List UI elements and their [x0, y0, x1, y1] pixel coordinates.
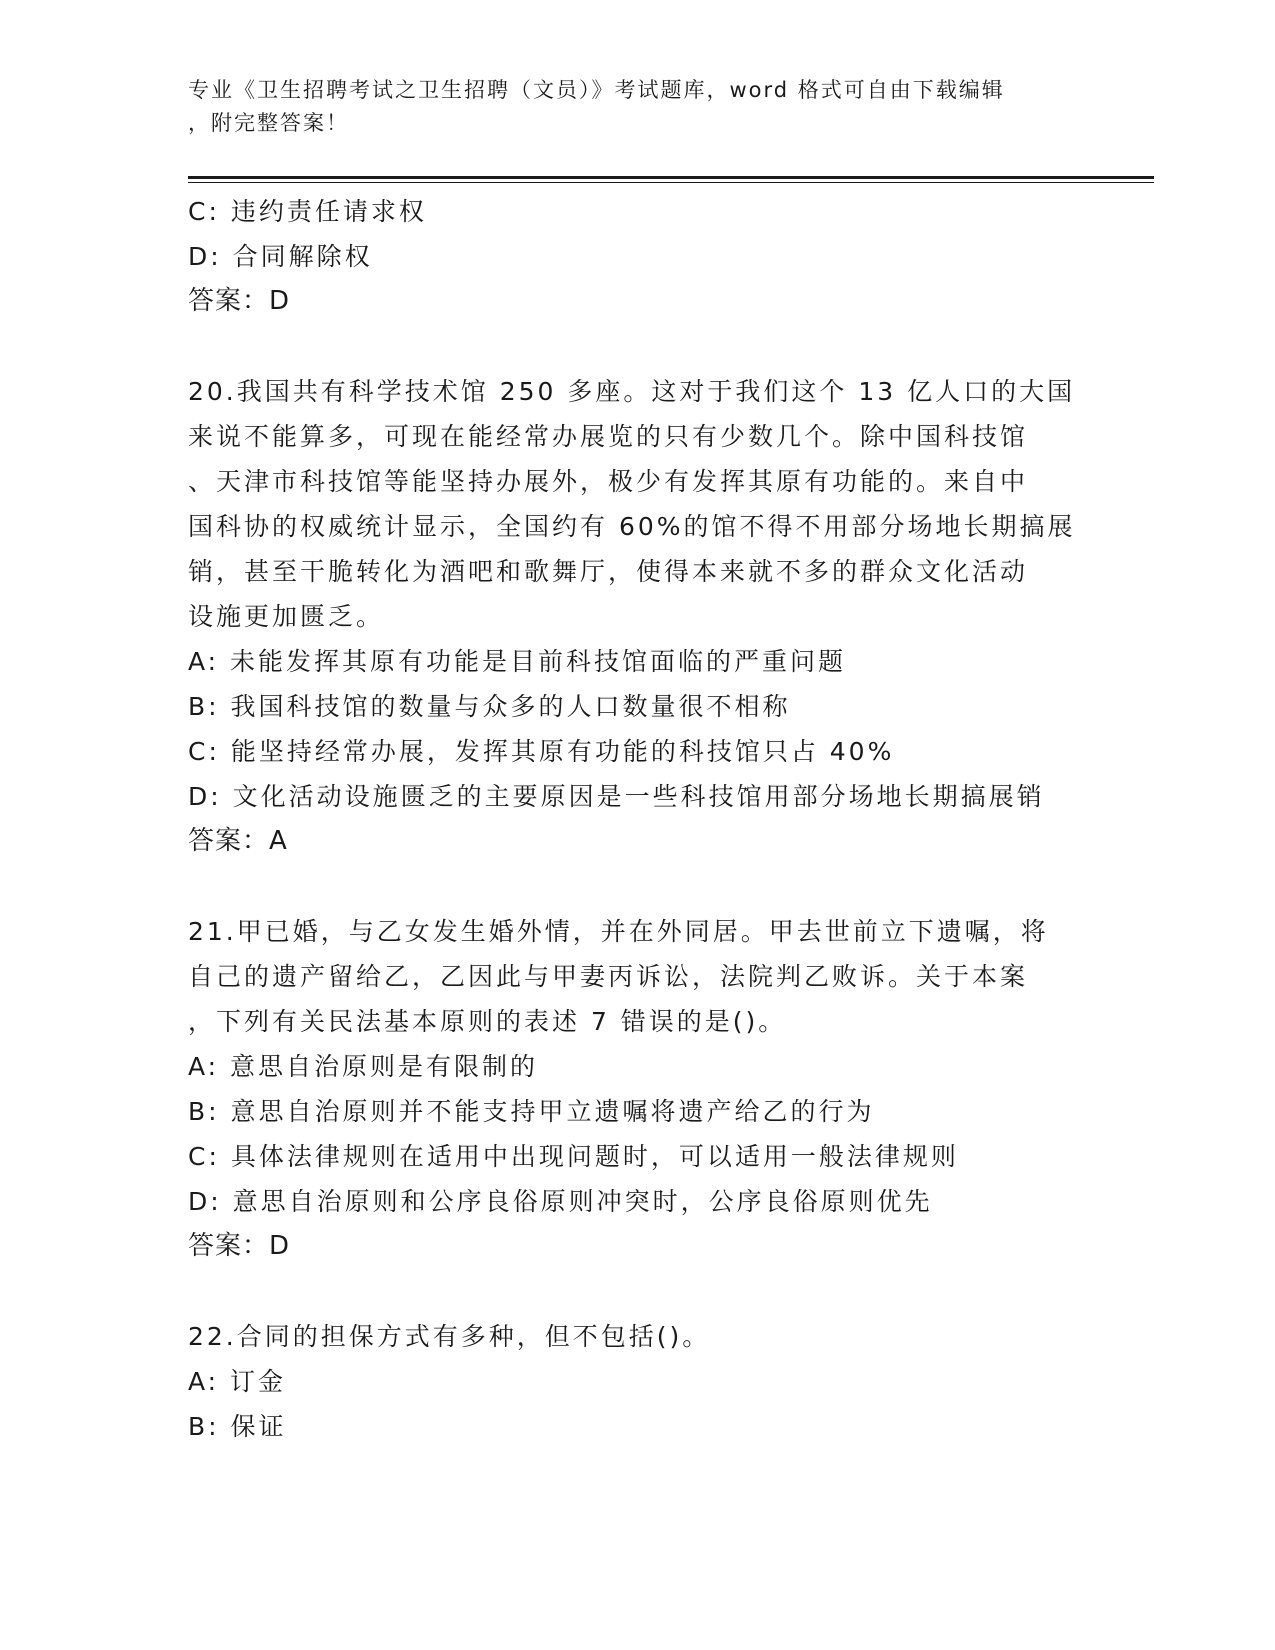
option-d: D: 文化活动设施匮乏的主要原因是一些科技馆用部分场地长期搞展销: [188, 782, 1045, 811]
header-divider-thick: [188, 176, 1154, 179]
question-stem-line: 设施更加匮乏。: [188, 602, 385, 631]
spacer: [188, 1269, 1088, 1314]
answer-label: 答案：D: [188, 1231, 291, 1261]
answer-label: 答案：A: [188, 826, 288, 856]
header-title-line: 专业《卫生招聘考试之卫生招聘（文员）》考试题库，word 格式可自由下载编辑: [188, 78, 1005, 102]
question-content: [188, 189, 1088, 1449]
document-header: [188, 74, 1088, 140]
spacer: [188, 324, 1088, 369]
option-b: B: 我国科技馆的数量与众多的人口数量很不相称: [188, 692, 791, 721]
question-stem-line: 21.甲已婚，与乙女发生婚外情，并在外同居。甲去世前立下遗嘱，将: [188, 917, 1049, 946]
question-stem-line: 22.合同的担保方式有多种，但不包括()。: [188, 1322, 711, 1351]
answer-label: 答案：D: [188, 286, 291, 316]
question-stem-line: ，下列有关民法基本原则的表述 7 错误的是()。: [188, 1007, 787, 1036]
question-stem-line: 来说不能算多，可现在能经常办展览的只有少数几个。除中国科技馆: [188, 422, 1029, 451]
option-c: C: 具体法律规则在适用中出现问题时，可以适用一般法律规则: [188, 1142, 959, 1171]
option-d: D: 合同解除权: [188, 242, 373, 271]
question-stem-line: 、天津市科技馆等能坚持办展外，极少有发挥其原有功能的。来自中: [188, 467, 1029, 496]
option-a: A: 未能发挥其原有功能是目前科技馆面临的严重问题: [188, 647, 847, 676]
option-a: A: 订金: [188, 1367, 287, 1396]
option-b: B: 意思自治原则并不能支持甲立遗嘱将遗产给乙的行为: [188, 1097, 875, 1126]
option-a: A: 意思自治原则是有限制的: [188, 1052, 539, 1081]
header-subtitle-line: ，附完整答案！: [188, 111, 349, 135]
option-d: D: 意思自治原则和公序良俗原则冲突时，公序良俗原则优先: [188, 1187, 933, 1216]
option-c: C: 违约责任请求权: [188, 197, 427, 226]
question-stem-line: 自己的遗产留给乙，乙因此与甲妻丙诉讼，法院判乙败诉。关于本案: [188, 962, 1029, 991]
header-divider-thin: [188, 182, 1154, 183]
question-20: [188, 369, 1088, 864]
option-c: C: 能坚持经常办展，发挥其原有功能的科技馆只占 40%: [188, 737, 895, 766]
question-stem-line: 20.我国共有科学技术馆 250 多座。这对于我们这个 13 亿人口的大国: [188, 377, 1076, 406]
spacer: [188, 864, 1088, 909]
previous-question: [188, 189, 1088, 324]
question-21: [188, 909, 1088, 1269]
question-22: [188, 1314, 1088, 1449]
question-stem-line: 国科协的权威统计显示，全国约有 60%的馆不得不用部分场地长期搞展: [188, 512, 1076, 541]
question-stem-line: 销，甚至干脆转化为酒吧和歌舞厅，使得本来就不多的群众文化活动: [188, 557, 1029, 586]
option-b: B: 保证: [188, 1412, 287, 1441]
